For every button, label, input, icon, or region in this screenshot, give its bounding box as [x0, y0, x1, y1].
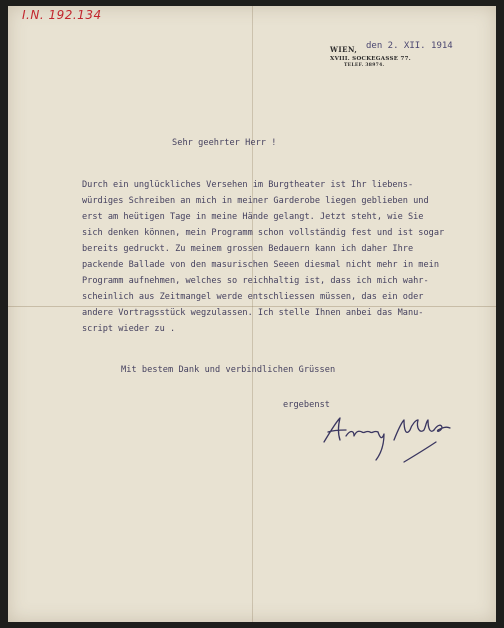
- body-line: Durch ein unglückliches Versehen im Burgtheater ist Ihr liebens-: [82, 180, 414, 190]
- closing-line: Mit bestem Dank und verbindlichen Grüssen: [121, 365, 336, 375]
- body-line: würdiges Schreiben an mich in meiner Garderobe liegen geblieben und: [82, 196, 429, 206]
- body-line: sich denken können, mein Programm schon vollständig fest und ist sogar: [82, 228, 445, 238]
- salutation: Sehr geehrter Herr !: [172, 138, 277, 148]
- body-line: erst am heütigen Tage in meine Hände gelangt. Jetzt steht, wie Sie: [82, 212, 424, 222]
- archive-number: I.N. 192.134: [22, 8, 102, 22]
- complimentary-close: ergebenst: [283, 400, 331, 410]
- body-line: scheinlich aus Zeitmangel werde entschliessen müssen, das ein oder: [82, 292, 424, 302]
- body-line: packende Ballade von den masurischen Seeen diesmal nicht mehr in mein: [82, 260, 439, 270]
- body-line: andere Vortragsstück wegzulassen. Ich stelle Ihnen anbei das Manu-: [82, 308, 424, 318]
- body-line: script wieder zu .: [82, 324, 176, 334]
- body-line: Programm aufnehmen, welches so reichhaltig ist, dass ich mich wahr-: [82, 276, 429, 286]
- body-line: bereits gedruckt. Zu meinem grossen Bedauern kann ich daher Ihre: [82, 244, 414, 254]
- letter-date: den 2. XII. 1914: [366, 41, 453, 51]
- letterhead: [330, 41, 458, 68]
- letterhead-phone: TELEF. 38974.: [344, 63, 385, 68]
- handwritten-signature: [318, 408, 468, 478]
- letterhead-street: XVIII. SOCKEGASSE 77.: [330, 56, 411, 62]
- letterhead-city: WIEN,: [330, 45, 358, 54]
